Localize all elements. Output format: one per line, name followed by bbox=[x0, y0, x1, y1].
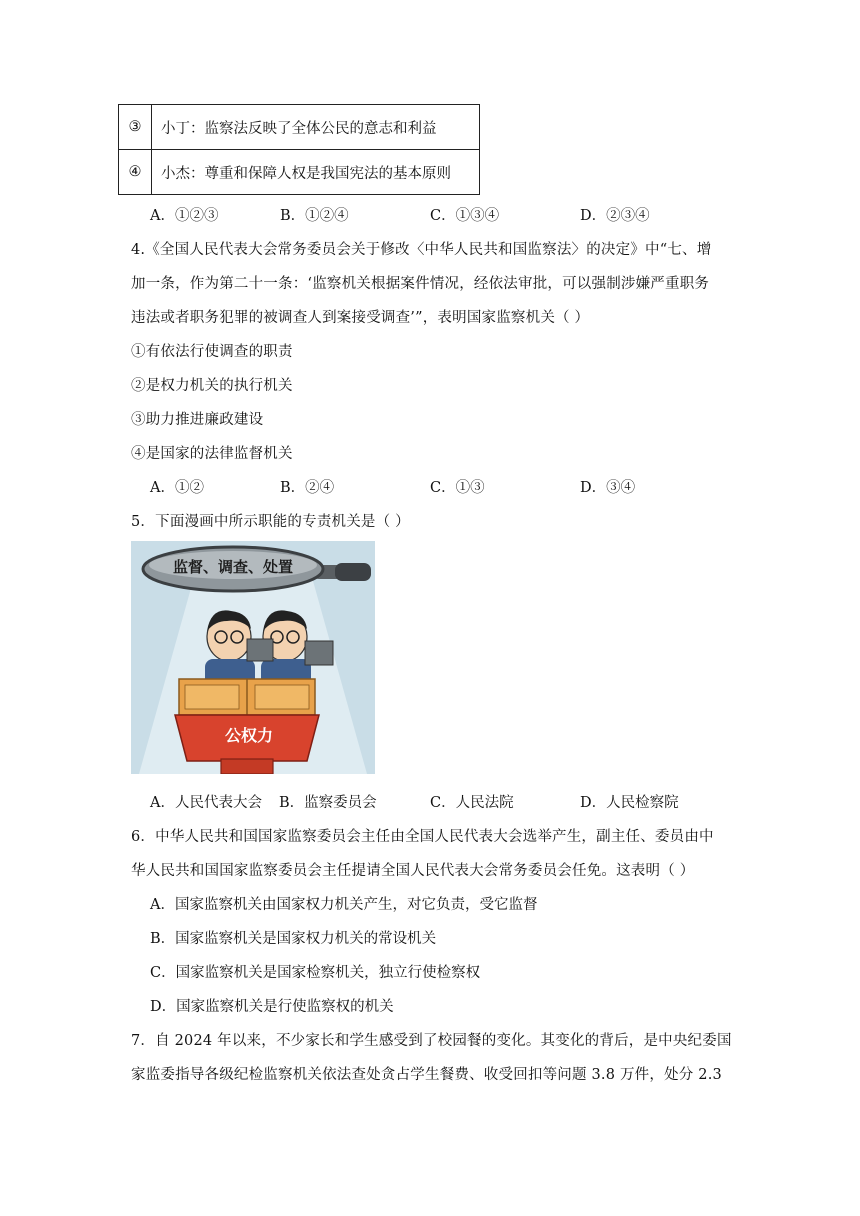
q4-choice-d: D．③④ bbox=[580, 480, 636, 496]
q4-choice-a: A．①② bbox=[150, 480, 204, 496]
table-row bbox=[119, 150, 480, 195]
q4-item-2: ②是权力机关的执行机关 bbox=[131, 378, 293, 394]
row-number: ④ bbox=[119, 150, 152, 195]
q7-stem-line-1: 7．自 2024 年以来，不少家长和学生感受到了校园餐的变化。其变化的背后，是中央纪委国 bbox=[131, 1033, 732, 1049]
q6-stem-line-2: 华人民共和国国家监察委员会主任提请全国人民代表大会常务委员会任免。这表明（ ） bbox=[131, 863, 695, 879]
q5-choice-b: B．监察委员会 bbox=[279, 795, 377, 811]
q4-stem-line-2: 加一条，作为第二十一条：‘监察机关根据案件情况，经依法审批，可以强制涉嫌严重职务 bbox=[131, 276, 710, 292]
row-text: 小杰：尊重和保障人权是我国宪法的基本原则 bbox=[152, 150, 480, 195]
q5-choice-d: D．人民检察院 bbox=[580, 795, 679, 811]
q5-stem: 5．下面漫画中所示职能的专责机关是（ ） bbox=[131, 514, 410, 530]
statement-table bbox=[118, 104, 480, 195]
q3-choice-b: B．①②④ bbox=[280, 208, 349, 224]
q6-choice-d: D．国家监察机关是行使监察权的机关 bbox=[150, 999, 394, 1015]
q6-choice-a: A．国家监察机关由国家权力机关产生，对它负责，受它监督 bbox=[150, 897, 538, 913]
q3-choice-c: C．①③④ bbox=[430, 208, 500, 224]
cartoon-image bbox=[131, 541, 375, 774]
q3-choice-a: A．①②③ bbox=[150, 208, 219, 224]
q4-choice-b: B．②④ bbox=[280, 480, 335, 496]
comic-top-label: 监督、调查、处置 bbox=[172, 558, 294, 576]
q4-stem-line-3: 违法或者职务犯罪的被调查人到案接受调查’”，表明国家监察机关（ ） bbox=[131, 310, 590, 326]
q5-choice-a: A．人民代表大会 bbox=[150, 795, 262, 811]
q4-choice-c: C．①③ bbox=[430, 480, 485, 496]
q6-choice-c: C．国家监察机关是国家检察机关，独立行使检察权 bbox=[150, 965, 481, 981]
table-row bbox=[119, 105, 480, 150]
q3-choice-d: D．②③④ bbox=[580, 208, 650, 224]
row-text: 小丁：监察法反映了全体公民的意志和利益 bbox=[152, 105, 480, 150]
q6-stem-line-1: 6．中华人民共和国国家监察委员会主任由全国人民代表大会选举产生，副主任、委员由中 bbox=[131, 829, 714, 845]
comic-bottom-label: 公权力 bbox=[224, 726, 274, 745]
q6-choice-b: B．国家监察机关是国家权力机关的常设机关 bbox=[150, 931, 437, 947]
q4-item-3: ③助力推进廉政建设 bbox=[131, 412, 264, 428]
q4-item-4: ④是国家的法律监督机关 bbox=[131, 446, 293, 462]
row-number: ③ bbox=[119, 105, 152, 150]
q5-choice-c: C．人民法院 bbox=[430, 795, 514, 811]
q7-stem-line-2: 家监委指导各级纪检监察机关依法查处贪占学生餐费、收受回扣等问题 3.8 万件，处分 2.3 bbox=[131, 1067, 722, 1083]
q4-stem-line-1: 4.《全国人民代表大会常务委员会关于修改〈中华人民共和国监察法〉的决定》中“七、增 bbox=[131, 242, 712, 258]
q4-item-1: ①有依法行使调查的职责 bbox=[131, 344, 293, 360]
